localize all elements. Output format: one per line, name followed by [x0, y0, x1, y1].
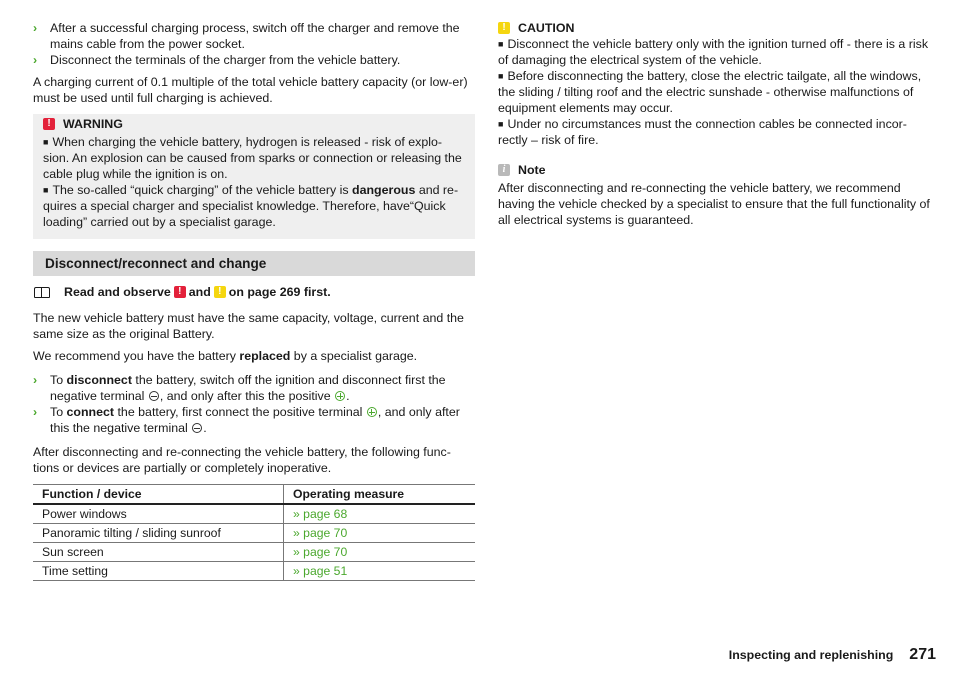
- warning-box: [33, 114, 475, 239]
- column-header: Operating measure: [284, 485, 476, 505]
- disconnect-step: › To disconnect the battery, switch off the ignition and disconnect first the negative terminal , and only after this the positive .: [33, 373, 446, 403]
- function-cell: Power windows: [33, 504, 284, 524]
- plus-terminal-icon: [335, 391, 345, 401]
- table-header-row: [33, 485, 475, 505]
- table-row: [33, 524, 475, 543]
- battery-requirements-paragraph: The new vehicle battery must have the same capacity, voltage, current and the same size as the original Battery.: [33, 311, 464, 341]
- caution-header: ! CAUTION: [498, 20, 930, 36]
- info-icon: i: [498, 164, 510, 176]
- caution-triangle-icon: !: [498, 22, 510, 34]
- book-icon: [34, 287, 50, 298]
- table-row: [33, 504, 475, 524]
- page-footer: [729, 647, 936, 663]
- chapter-title: Inspecting and replenishing: [728, 648, 894, 662]
- chevron-right-icon: ›: [33, 53, 38, 67]
- caution-item: ■ Disconnect the vehicle battery only with the ignition turned off - there is a risk of damaging the electrical system of the vehicle.: [498, 36, 930, 68]
- left-column: [33, 20, 475, 581]
- note-header: i Note: [498, 162, 930, 178]
- minus-terminal-icon: [149, 391, 159, 401]
- caution-item: ■ Under no circumstances must the connection cables be connected incor-rectly – risk of fire.: [498, 116, 930, 148]
- instruction-step: › After a successful charging process, switch off the charger and remove the mains cable from the power socket.: [33, 21, 460, 51]
- section-heading: Disconnect/reconnect and change: [33, 251, 475, 276]
- warning-item: ■ When charging the vehicle battery, hydrogen is released - risk of explo-sion. An explosion can be caused from sparks or connection or releasing the cable plug while the ignition is on.: [43, 134, 465, 182]
- function-cell: Sun screen: [33, 543, 284, 562]
- page-link[interactable]: » page 70: [284, 524, 476, 543]
- chevron-right-icon: ›: [33, 405, 38, 419]
- plus-terminal-icon: [367, 407, 377, 417]
- warning-triangle-icon: !: [174, 286, 186, 298]
- table-row: [33, 543, 475, 562]
- warning-header: ! WARNING: [43, 116, 465, 132]
- page-link[interactable]: » page 70: [284, 543, 476, 562]
- warning-item: ■ The so-called “quick charging” of the vehicle battery is dangerous and re-quires a special charger and specialist knowledge. Therefore, have“Quick loading” carried out by a specialist garage.: [43, 182, 465, 230]
- caution-triangle-icon: !: [214, 286, 226, 298]
- warning-triangle-icon: !: [43, 118, 55, 130]
- right-column: [498, 20, 930, 234]
- functions-table: [33, 484, 475, 581]
- caution-item: ■ Before disconnecting the battery, close the electric tailgate, all the windows, the sliding / tilting roof and the electric sunshade - otherwise malfunctions of equipment elements may occur.: [498, 68, 930, 116]
- function-cell: Panoramic tilting / sliding sunroof: [33, 524, 284, 543]
- replacement-paragraph: We recommend you have the battery replaced by a specialist garage.: [33, 349, 418, 363]
- note-text: After disconnecting and re-connecting the vehicle battery, we recommend having the vehicle checked by a specialist to ensure that the full functionality of all electrical systems is guaranteed.: [498, 181, 930, 227]
- chevron-right-icon: ›: [33, 21, 38, 35]
- page-link[interactable]: » page 51: [284, 562, 476, 581]
- function-cell: Time setting: [33, 562, 284, 581]
- page-number: 271: [909, 646, 936, 663]
- read-observe-reference: Read and observe ! and ! on page 269 first.: [33, 284, 475, 300]
- inoperative-functions-paragraph: After disconnecting and re-connecting the vehicle battery, the following func-tions or devices are partially or completely inoperative.: [33, 445, 451, 475]
- table-row: [33, 562, 475, 581]
- charging-current-paragraph: A charging current of 0.1 multiple of the total vehicle battery capacity (or low-er) must be used until full charging is achieved.: [33, 75, 468, 105]
- instruction-step: › Disconnect the terminals of the charger from the vehicle battery.: [33, 53, 401, 67]
- chevron-right-icon: ›: [33, 373, 38, 387]
- connect-step: › To connect the battery, first connect the positive terminal , and only after this the negative terminal .: [33, 405, 460, 435]
- column-header: Function / device: [33, 485, 284, 505]
- page-link[interactable]: » page 68: [284, 504, 476, 524]
- minus-terminal-icon: [192, 423, 202, 433]
